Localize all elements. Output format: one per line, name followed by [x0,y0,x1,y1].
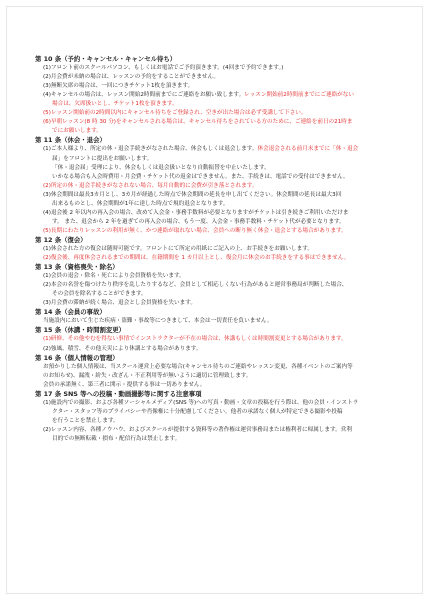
article-12-item-1: (1)休会された方の復会は随時可能です。フロントにて所定の用紙にご記入の上、お手続きをお願いします。 [43,245,313,252]
article-16-line-3: 会員の承諾無く、第三者に開示・提供する事は一切ありません。 [43,381,206,388]
article-14-heading: 第 14 条（会員の事故） [35,308,106,317]
article-17-item-2: (2)レッスン内容、各種ノウハウ、およびスクールが提供する資料等の著作権は運営事務局または権利者に帰属します。営利 [43,426,352,433]
article-11-item-1 [35,145,395,154]
article-12-item-2: (2)復会後、再度休会されるまでの期間は、在籍期間を 1 カ月以上とし、復会月に休会のお手続きをする事はできません。 [43,255,350,262]
article-17-item-1-line-2: クター・スタッフ等のプライバシーや肖像権に十分配慮してください。他者の承諾なく個人が特定できる撮影や投稿 [52,408,343,415]
article-15-item-2: (2)強風、積雪、その他天災により休講とする場合があります。 [43,345,202,352]
article-10-heading: 第 10 条（予約・キャンセル・キャンセル待ち） [35,55,177,63]
article-16-line-1: お預かりした個人情報は、当スクール運営上必要な場合(キャンセル待ちのご連絡やレッスン変更、各種イベントのご案内等 [43,363,353,370]
article-14-body: 当施設内において生じた疾病・盗難・事故等につきまして、本会は一切責任を負いません。 [43,318,273,325]
article-13-item-1: (1)会員の退会・除名・死亡により会員資格を失います。 [43,273,185,280]
article-10-item-4 [35,91,395,100]
article-11-item-1-line-4: いかなる場合も入会時費用・月会費・チケット代の返金はできません。また、手続きは、電話での受付はできません。 [52,173,349,180]
article-10-item-2: (2)月会費が未納の場合は、レッスンの予約をすることができません。 [43,74,220,81]
article-17-item-2-continued: 目的での無断転載・損布・配信行為は禁止します。 [52,435,181,442]
article-17-item-1: (1)施設内での撮影、および各種ソーシャルメディア(SNS 等)への写真・動画・文章の投稿を行う際は、他の会員・インストラ [43,399,359,406]
article-10-item-6-continued: でにお願いします。 [52,128,102,135]
article-13-heading: 第 13 条（資格喪失・除名） [35,263,119,272]
article-12-heading: 第 12 条（復会） [35,235,87,244]
article-11-item-5: (5)長期にわたりレッスンの利用が無く、かつ連絡が取れない場合、会員への断り無く休会・退会とする場合があります。 [43,227,347,234]
article-11-item-1-line-3: 「休・退会届」受理により、休会もしくは退会扱いとなり自動振替を中止いたします。 [52,164,270,171]
article-17-heading: 第 17 条 SNS 等への投稿・動画撮影等に関する注意事項 [35,389,202,398]
article-11-item-1-warning: 休会退会される前月末までに「休・退会 [257,146,359,153]
article-15-item-1: (1)研修、その他やむを得ない事情でインストラクターが不在の場合は、休講もしくは時間割変更とする場合があります。 [43,336,347,343]
terms-document [35,55,395,444]
article-11-item-1-text: (1)ご本人様より、所定の休・退会手続きがなされた場合、休会もしくは退会します。 [43,146,258,153]
article-13-item-2: (2)本会の名誉を傷つけたり秩序を乱したりするなど、会員として相応しくない行為があると運営事務局が判断した場合、 [43,282,348,289]
article-13-item-2-continued: その会員を除名することができます。 [52,291,147,298]
article-10-item-6: (6)早朝レッスン(8 時 30 分)をキャンセルされる場合は、キャンセル待ちをされている方のために、ご連絡を前日の21時ま [43,119,353,126]
article-17-item-1-line-3: を行うことを禁止します。 [52,417,119,424]
article-11-item-3-continued: 出来るものとし、休会期間が1年に達した時点で規約退会となります。 [52,200,229,207]
article-11-item-4: (4)退会後 2 年以内の再入会の場合、改めて入会金・事務手数料が必要となりますがチケットは引き続きご利用いただけま [43,209,349,216]
article-10-item-4-continued: 場合は、欠席扱いとし、チケット1枚を頂きます。 [52,101,178,108]
article-10-item-1: (1)フロント前のスクールパソコン、もしくはお電話でご予約頂きます。(4回まで予約できます。) [43,65,284,72]
article-10-item-3: (3)無断欠席の場合は、一回につきチケット1枚を頂きます。 [43,83,194,90]
article-11-item-4-continued: す。 また、退会から 2 年を過ぎての再入会の場合、もう一度、入会金・事務手数料・チケット代が必要となります。 [52,218,345,225]
article-11-item-3: (3)休会期間は最長3カ月とし、3カ月が経過した時点で休会期間の延長を申し出てください。休会期間の延長は最大3回 [43,191,342,198]
article-15-heading: 第 15 条（休講・時間割変更） [35,326,126,335]
article-11-heading: 第 11 条（休会・退会） [35,136,106,145]
article-10-item-4-warning: レッスン開始前2時間前までにご連絡がない [244,92,354,99]
article-11-item-2: (2)所定の休・退会手続きがなされない場合、毎月自動的に会費が引き落とされます。 [43,182,258,189]
article-13-item-3: (3)月会費の滞納が続く場合、退会とし会員資格を失います。 [43,300,196,307]
article-16-line-2: のお知らせ)、漏洩・紛失・改ざん・不正利用等が無いように適切に管理致します。 [43,372,252,379]
article-11-item-1-line-2: 届」をフロントに提出をお願いします。 [52,155,153,162]
article-10-item-4-text: (4)キャンセルの場合は、レッスン開始2時間前までにご連絡をお願い致します。 [43,92,245,99]
article-10-item-5: (5)レッスン開始前の2時間以内にキャンセル待ちをご登録され、空きが出た場合は必ず受講して下さい。 [43,110,307,117]
article-16-heading: 第 16 条（個人情報の管理） [35,353,119,362]
